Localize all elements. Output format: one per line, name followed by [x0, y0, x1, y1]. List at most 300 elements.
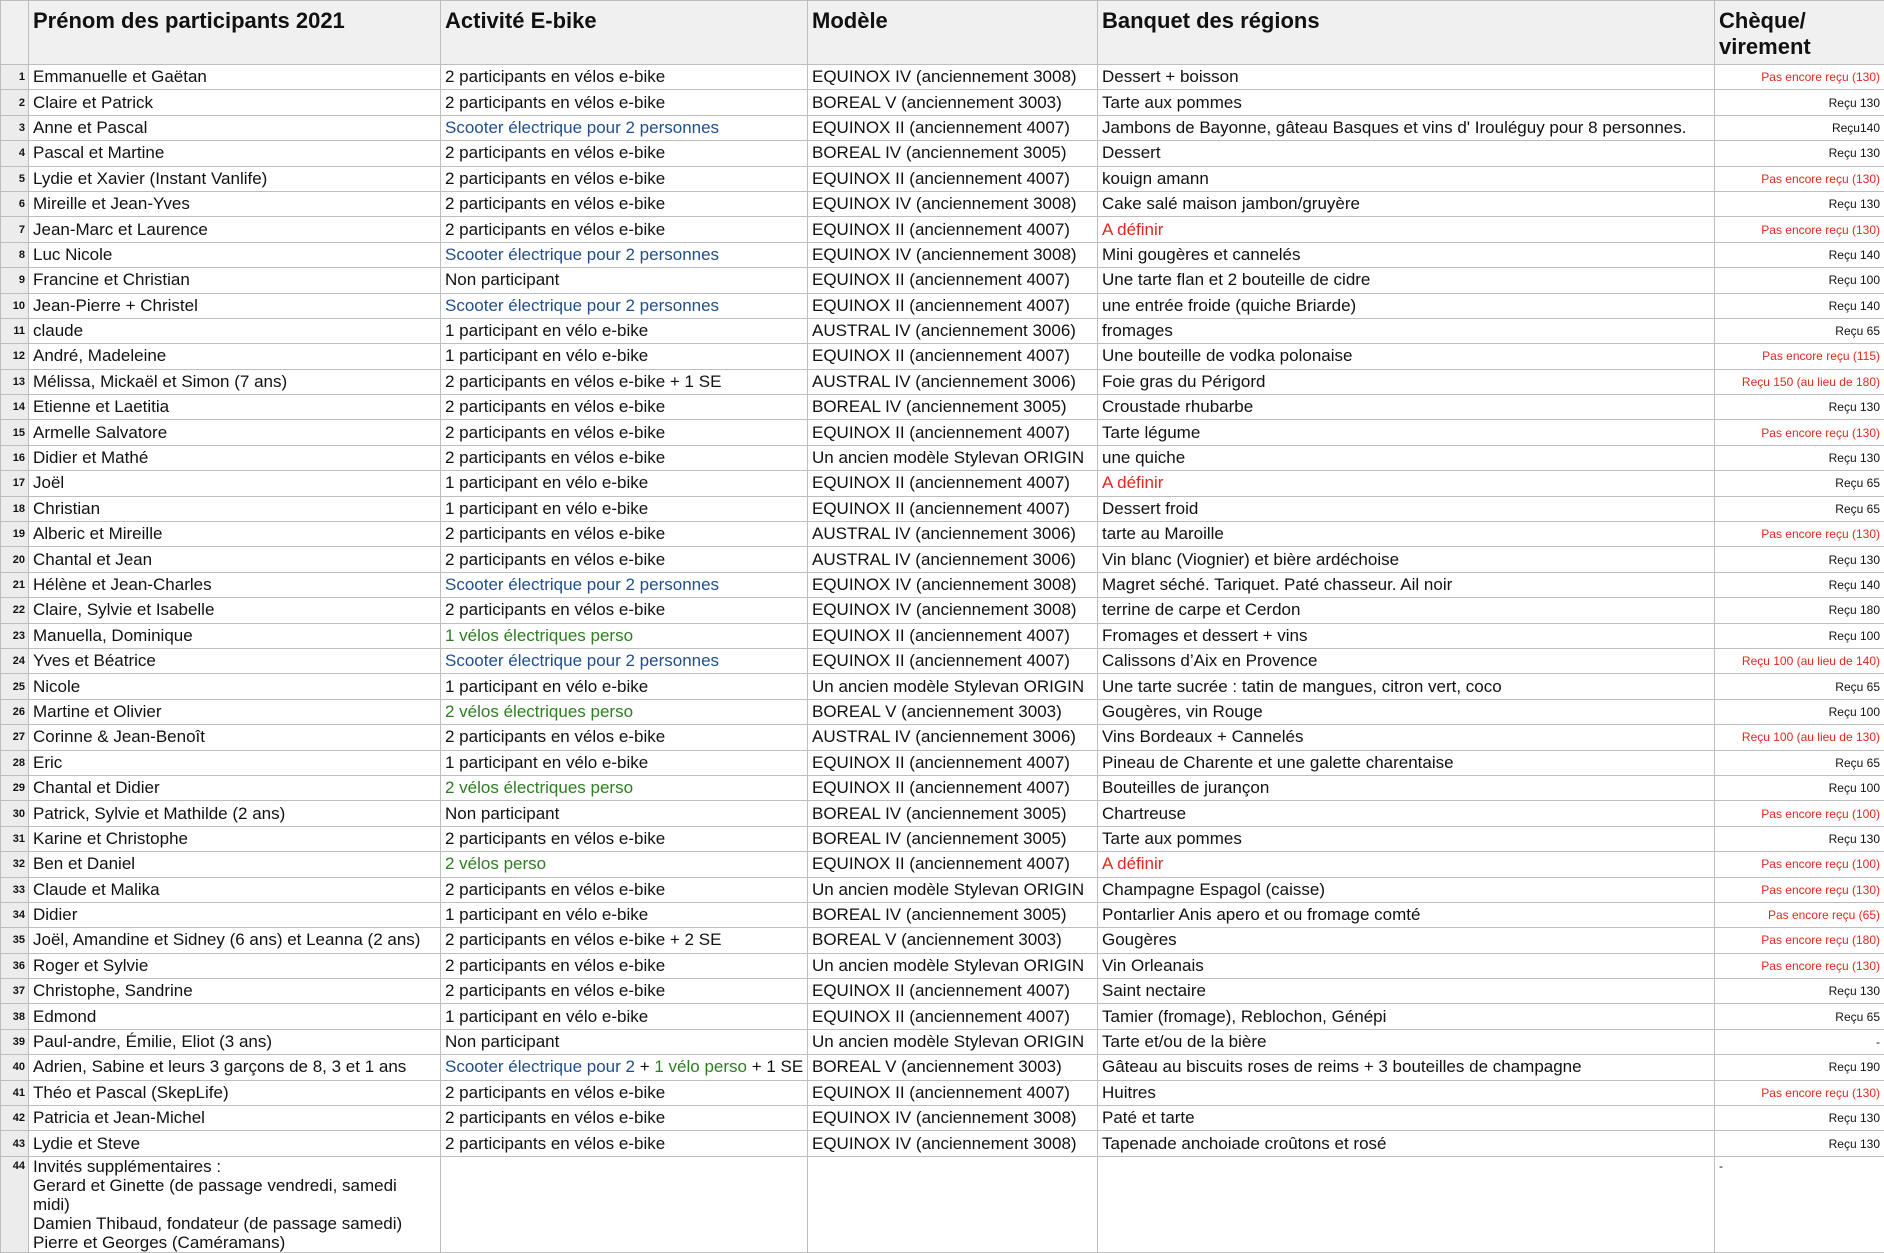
cell-paiement[interactable]: Reçu 180 [1715, 598, 1884, 623]
cell-paiement[interactable]: Pas encore reçu (130) [1715, 217, 1884, 242]
cell-prenom[interactable]: Jean-Marc et Laurence [29, 217, 441, 242]
table-row [1, 318, 1884, 343]
cell-modele[interactable]: EQUINOX II (anciennement 4007) [808, 496, 1098, 521]
cell-prenom[interactable]: Emmanuelle et Gaëtan [29, 65, 441, 90]
table-row [1, 852, 1884, 877]
cell-activite[interactable]: 1 participant en vélo e-bike [441, 496, 808, 521]
cell-modele[interactable]: EQUINOX II (anciennement 4007) [808, 344, 1098, 369]
table-row [1, 801, 1884, 826]
cell-prenom[interactable]: Didier et Mathé [29, 445, 441, 470]
cell-paiement[interactable]: Pas encore reçu (130) [1715, 953, 1884, 978]
cell-paiement[interactable]: Reçu 65 [1715, 750, 1884, 775]
cell-banquet[interactable]: Saint nectaire [1098, 979, 1715, 1004]
cell-paiement[interactable]: Pas encore reçu (65) [1715, 902, 1884, 927]
cell-banquet[interactable]: Vin blanc (Viognier) et bière ardéchoise [1098, 547, 1715, 572]
cell-paiement[interactable]: Reçu 140 [1715, 572, 1884, 597]
row-number[interactable]: 20 [1, 547, 29, 572]
cell-prenom[interactable]: Corinne & Jean-Benoît [29, 725, 441, 750]
cell-banquet[interactable]: Dessert froid [1098, 496, 1715, 521]
cell-paiement[interactable]: Reçu 140 [1715, 293, 1884, 318]
cell-modele[interactable]: EQUINOX II (anciennement 4007) [808, 268, 1098, 293]
row-number[interactable]: 44 [1, 1156, 29, 1252]
table-row [1, 572, 1884, 597]
cell-modele[interactable]: AUSTRAL IV (anciennement 3006) [808, 318, 1098, 343]
row-number[interactable]: 23 [1, 623, 29, 648]
cell-banquet[interactable]: Pontarlier Anis apero et ou fromage comté [1098, 902, 1715, 927]
cell-modele[interactable]: EQUINOX IV (anciennement 3008) [808, 191, 1098, 216]
cell-modele[interactable]: BOREAL V (anciennement 3003) [808, 1055, 1098, 1080]
cell-prenom[interactable]: Lydie et Steve [29, 1131, 441, 1156]
cell-paiement[interactable]: Reçu 100 [1715, 699, 1884, 724]
cell-modele[interactable]: BOREAL IV (anciennement 3005) [808, 395, 1098, 420]
row-number[interactable]: 5 [1, 166, 29, 191]
table-row [1, 953, 1884, 978]
cell-banquet[interactable]: Tarte aux pommes [1098, 90, 1715, 115]
table-row [1, 547, 1884, 572]
row-number[interactable]: 40 [1, 1055, 29, 1080]
cell-activite[interactable]: 2 participants en vélos e-bike [441, 395, 808, 420]
cell-modele[interactable]: BOREAL V (anciennement 3003) [808, 699, 1098, 724]
cell-banquet[interactable]: Gougères, vin Rouge [1098, 699, 1715, 724]
cell-activite[interactable]: Non participant [441, 1029, 808, 1054]
row-number[interactable]: 25 [1, 674, 29, 699]
cell-paiement[interactable]: Reçu 100 [1715, 775, 1884, 800]
row-number[interactable]: 13 [1, 369, 29, 394]
cell-modele[interactable]: EQUINOX IV (anciennement 3008) [808, 1106, 1098, 1131]
cell-activite[interactable]: 2 participants en vélos e-bike [441, 191, 808, 216]
cell-banquet[interactable]: Jambons de Bayonne, gâteau Basques et vins d' Irouléguy pour 8 personnes. [1098, 115, 1715, 140]
cell-banquet[interactable]: Calissons d’Aix en Provence [1098, 648, 1715, 673]
cell-modele[interactable]: AUSTRAL IV (anciennement 3006) [808, 522, 1098, 547]
cell-paiement[interactable]: Reçu 65 [1715, 471, 1884, 496]
table-row [1, 699, 1884, 724]
cell-activite[interactable]: 2 participants en vélos e-bike [441, 420, 808, 445]
cell-prenom[interactable]: Patricia et Jean-Michel [29, 1106, 441, 1131]
cell-modele[interactable]: EQUINOX II (anciennement 4007) [808, 979, 1098, 1004]
cell-banquet[interactable] [1098, 1156, 1715, 1252]
cell-banquet[interactable]: Une tarte sucrée : tatin de mangues, citron vert, coco [1098, 674, 1715, 699]
row-number[interactable]: 35 [1, 928, 29, 953]
cell-paiement[interactable]: Reçu 140 [1715, 242, 1884, 267]
cell-prenom[interactable]: Jean-Pierre + Christel [29, 293, 441, 318]
row-number[interactable]: 8 [1, 242, 29, 267]
row-number[interactable]: 34 [1, 902, 29, 927]
cell-paiement[interactable]: Reçu 150 (au lieu de 180) [1715, 369, 1884, 394]
cell-activite[interactable]: Non participant [441, 268, 808, 293]
cell-modele[interactable]: BOREAL V (anciennement 3003) [808, 90, 1098, 115]
cell-modele[interactable]: EQUINOX IV (anciennement 3008) [808, 242, 1098, 267]
cell-prenom[interactable]: Mireille et Jean-Yves [29, 191, 441, 216]
cell-activite[interactable]: 2 participants en vélos e-bike [441, 445, 808, 470]
cell-prenom[interactable]: Chantal et Jean [29, 547, 441, 572]
cell-banquet[interactable]: une entrée froide (quiche Briarde) [1098, 293, 1715, 318]
cell-activite[interactable]: 2 participants en vélos e-bike [441, 166, 808, 191]
row-number[interactable]: 7 [1, 217, 29, 242]
cell-banquet[interactable]: Paté et tarte [1098, 1106, 1715, 1131]
row-number[interactable]: 29 [1, 775, 29, 800]
cell-prenom[interactable] [29, 1156, 441, 1252]
corner-cell[interactable] [1, 1, 29, 65]
table-row [1, 1131, 1884, 1156]
table-row [1, 674, 1884, 699]
cell-prenom[interactable]: Manuella, Dominique [29, 623, 441, 648]
cell-modele[interactable]: Un ancien modèle Stylevan ORIGIN [808, 1029, 1098, 1054]
cell-modele[interactable]: Un ancien modèle Stylevan ORIGIN [808, 445, 1098, 470]
cell-activite[interactable]: 2 participants en vélos e-bike [441, 522, 808, 547]
cell-activite[interactable]: 2 participants en vélos e-bike [441, 826, 808, 851]
cell-activite[interactable] [441, 1055, 808, 1080]
cell-prenom[interactable]: Hélène et Jean-Charles [29, 572, 441, 597]
cell-prenom[interactable]: Claire, Sylvie et Isabelle [29, 598, 441, 623]
row-number[interactable]: 16 [1, 445, 29, 470]
cell-banquet[interactable]: Cake salé maison jambon/gruyère [1098, 191, 1715, 216]
cell-prenom[interactable]: Christophe, Sandrine [29, 979, 441, 1004]
cell-prenom[interactable]: Claude et Malika [29, 877, 441, 902]
cell-paiement[interactable]: - [1715, 1156, 1884, 1252]
cell-activite[interactable]: Scooter électrique pour 2 personnes [441, 648, 808, 673]
cell-banquet[interactable]: Chartreuse [1098, 801, 1715, 826]
cell-modele[interactable]: EQUINOX II (anciennement 4007) [808, 217, 1098, 242]
cell-prenom[interactable]: Pascal et Martine [29, 141, 441, 166]
cell-modele[interactable]: BOREAL V (anciennement 3003) [808, 928, 1098, 953]
cell-activite[interactable]: 2 participants en vélos e-bike [441, 217, 808, 242]
row-number[interactable]: 28 [1, 750, 29, 775]
cell-prenom[interactable]: Eric [29, 750, 441, 775]
table-row [1, 750, 1884, 775]
cell-banquet[interactable]: A définir [1098, 217, 1715, 242]
cell-paiement[interactable]: Reçu140 [1715, 115, 1884, 140]
cell-paiement[interactable]: Pas encore reçu (130) [1715, 65, 1884, 90]
table-row [1, 166, 1884, 191]
table-row [1, 1055, 1884, 1080]
cell-modele[interactable]: Un ancien modèle Stylevan ORIGIN [808, 953, 1098, 978]
cell-prenom[interactable]: Claire et Patrick [29, 90, 441, 115]
cell-banquet[interactable]: Vins Bordeaux + Cannelés [1098, 725, 1715, 750]
row-number[interactable]: 26 [1, 699, 29, 724]
cell-activite[interactable]: 2 participants en vélos e-bike [441, 90, 808, 115]
header-paiement[interactable]: Chèque/ virement [1715, 1, 1884, 65]
cell-modele[interactable]: EQUINOX II (anciennement 4007) [808, 166, 1098, 191]
cell-paiement[interactable]: Reçu 100 (au lieu de 130) [1715, 725, 1884, 750]
cell-activite[interactable]: 2 participants en vélos e-bike [441, 1131, 808, 1156]
table-row [1, 775, 1884, 800]
cell-paiement[interactable]: Pas encore reçu (130) [1715, 420, 1884, 445]
cell-prenom[interactable]: claude [29, 318, 441, 343]
cell-modele[interactable]: BOREAL IV (anciennement 3005) [808, 801, 1098, 826]
table-row [1, 496, 1884, 521]
row-number[interactable]: 4 [1, 141, 29, 166]
cell-modele[interactable]: BOREAL IV (anciennement 3005) [808, 902, 1098, 927]
row-number[interactable]: 27 [1, 725, 29, 750]
row-number[interactable]: 11 [1, 318, 29, 343]
cell-banquet[interactable]: Tapenade anchoiade croûtons et rosé [1098, 1131, 1715, 1156]
cell-banquet[interactable]: Une bouteille de vodka polonaise [1098, 344, 1715, 369]
cell-banquet[interactable]: Mini gougères et cannelés [1098, 242, 1715, 267]
cell-activite[interactable]: 1 participant en vélo e-bike [441, 471, 808, 496]
row-number[interactable]: 43 [1, 1131, 29, 1156]
cell-modele[interactable]: EQUINOX II (anciennement 4007) [808, 750, 1098, 775]
header-activite[interactable]: Activité E-bike [441, 1, 808, 65]
cell-prenom[interactable]: Patrick, Sylvie et Mathilde (2 ans) [29, 801, 441, 826]
cell-prenom[interactable]: Anne et Pascal [29, 115, 441, 140]
cell-paiement[interactable]: Reçu 130 [1715, 1131, 1884, 1156]
cell-modele[interactable]: EQUINOX II (anciennement 4007) [808, 1080, 1098, 1105]
cell-banquet[interactable]: terrine de carpe et Cerdon [1098, 598, 1715, 623]
cell-paiement[interactable]: Reçu 100 [1715, 623, 1884, 648]
row-number[interactable]: 12 [1, 344, 29, 369]
table-row [1, 1080, 1884, 1105]
cell-prenom[interactable]: Chantal et Didier [29, 775, 441, 800]
row-number[interactable]: 1 [1, 65, 29, 90]
row-number[interactable]: 42 [1, 1106, 29, 1131]
cell-activite[interactable]: Scooter électrique pour 2 personnes [441, 572, 808, 597]
cell-prenom[interactable]: Yves et Béatrice [29, 648, 441, 673]
table-row [1, 1156, 1884, 1252]
cell-paiement[interactable]: Reçu 130 [1715, 979, 1884, 1004]
cell-banquet[interactable]: kouign amann [1098, 166, 1715, 191]
cell-paiement[interactable]: Reçu 130 [1715, 445, 1884, 470]
cell-activite[interactable] [441, 1156, 808, 1252]
row-number[interactable]: 30 [1, 801, 29, 826]
cell-paiement[interactable]: Reçu 130 [1715, 191, 1884, 216]
cell-modele[interactable]: EQUINOX II (anciennement 4007) [808, 115, 1098, 140]
cell-activite[interactable]: 2 participants en vélos e-bike [441, 877, 808, 902]
cell-paiement[interactable]: Pas encore reçu (130) [1715, 877, 1884, 902]
cell-prenom[interactable]: Ben et Daniel [29, 852, 441, 877]
cell-paiement[interactable]: Pas encore reçu (180) [1715, 928, 1884, 953]
cell-banquet[interactable]: une quiche [1098, 445, 1715, 470]
cell-paiement[interactable]: Pas encore reçu (130) [1715, 1080, 1884, 1105]
cell-modele[interactable]: EQUINOX II (anciennement 4007) [808, 852, 1098, 877]
cell-activite[interactable]: 2 vélos électriques perso [441, 699, 808, 724]
cell-modele[interactable]: EQUINOX II (anciennement 4007) [808, 1004, 1098, 1029]
cell-paiement[interactable]: Reçu 130 [1715, 1106, 1884, 1131]
cell-modele[interactable]: EQUINOX IV (anciennement 3008) [808, 598, 1098, 623]
activite-part: + [640, 1057, 650, 1076]
cell-banquet[interactable]: Champagne Espagol (caisse) [1098, 877, 1715, 902]
cell-modele[interactable]: EQUINOX II (anciennement 4007) [808, 775, 1098, 800]
header-prenom[interactable]: Prénom des participants 2021 [29, 1, 441, 65]
cell-prenom[interactable]: Martine et Olivier [29, 699, 441, 724]
cell-activite[interactable]: 1 participant en vélo e-bike [441, 902, 808, 927]
row-number[interactable]: 18 [1, 496, 29, 521]
cell-activite[interactable]: 1 participant en vélo e-bike [441, 1004, 808, 1029]
cell-modele[interactable]: AUSTRAL IV (anciennement 3006) [808, 547, 1098, 572]
cell-modele[interactable]: EQUINOX II (anciennement 4007) [808, 420, 1098, 445]
header-banquet[interactable]: Banquet des régions [1098, 1, 1715, 65]
cell-activite[interactable]: 1 participant en vélo e-bike [441, 674, 808, 699]
cell-banquet[interactable]: tarte au Maroille [1098, 522, 1715, 547]
cell-paiement[interactable]: Reçu 100 [1715, 268, 1884, 293]
cell-activite[interactable]: 1 vélos électriques perso [441, 623, 808, 648]
cell-banquet[interactable]: Tarte aux pommes [1098, 826, 1715, 851]
cell-modele[interactable]: AUSTRAL IV (anciennement 3006) [808, 725, 1098, 750]
cell-banquet[interactable]: Magret séché. Tariquet. Paté chasseur. Ail noir [1098, 572, 1715, 597]
cell-activite[interactable]: 2 participants en vélos e-bike [441, 1080, 808, 1105]
cell-paiement[interactable]: Reçu 65 [1715, 1004, 1884, 1029]
cell-modele[interactable]: EQUINOX II (anciennement 4007) [808, 293, 1098, 318]
row-number[interactable]: 37 [1, 979, 29, 1004]
table-row [1, 115, 1884, 140]
cell-paiement[interactable]: Reçu 130 [1715, 141, 1884, 166]
cell-banquet[interactable]: Croustade rhubarbe [1098, 395, 1715, 420]
cell-activite[interactable]: 2 participants en vélos e-bike [441, 1106, 808, 1131]
row-number[interactable]: 10 [1, 293, 29, 318]
cell-banquet[interactable]: A définir [1098, 852, 1715, 877]
row-number[interactable]: 33 [1, 877, 29, 902]
header-modele[interactable]: Modèle [808, 1, 1098, 65]
cell-prenom[interactable]: Paul-andre, Émilie, Eliot (3 ans) [29, 1029, 441, 1054]
row-number[interactable]: 6 [1, 191, 29, 216]
cell-banquet[interactable]: Pineau de Charente et une galette charentaise [1098, 750, 1715, 775]
cell-prenom[interactable]: Karine et Christophe [29, 826, 441, 851]
cell-banquet[interactable]: Tarte légume [1098, 420, 1715, 445]
row-number[interactable]: 3 [1, 115, 29, 140]
cell-paiement[interactable]: Reçu 65 [1715, 674, 1884, 699]
row-number[interactable]: 36 [1, 953, 29, 978]
row-number[interactable]: 39 [1, 1029, 29, 1054]
cell-banquet[interactable]: Foie gras du Périgord [1098, 369, 1715, 394]
cell-banquet[interactable]: Tarte et/ou de la bière [1098, 1029, 1715, 1054]
cell-prenom[interactable]: Armelle Salvatore [29, 420, 441, 445]
cell-activite[interactable]: 2 participants en vélos e-bike + 1 SE [441, 369, 808, 394]
cell-modele[interactable]: EQUINOX IV (anciennement 3008) [808, 572, 1098, 597]
table-row [1, 623, 1884, 648]
cell-paiement[interactable]: Pas encore reçu (130) [1715, 166, 1884, 191]
cell-prenom[interactable]: Nicole [29, 674, 441, 699]
table-row [1, 65, 1884, 90]
cell-prenom[interactable]: Christian [29, 496, 441, 521]
cell-activite[interactable]: 1 participant en vélo e-bike [441, 750, 808, 775]
cell-paiement[interactable]: Pas encore reçu (115) [1715, 344, 1884, 369]
cell-activite[interactable]: Scooter électrique pour 2 personnes [441, 115, 808, 140]
cell-modele[interactable]: EQUINOX II (anciennement 4007) [808, 623, 1098, 648]
row-number[interactable]: 17 [1, 471, 29, 496]
row-number[interactable]: 22 [1, 598, 29, 623]
cell-prenom[interactable]: Joël [29, 471, 441, 496]
guest-line: Damien Thibaud, fondateur (de passage samedi) [33, 1214, 436, 1233]
row-number[interactable]: 9 [1, 268, 29, 293]
table-row [1, 1106, 1884, 1131]
cell-modele[interactable]: Un ancien modèle Stylevan ORIGIN [808, 877, 1098, 902]
cell-banquet[interactable]: Gougères [1098, 928, 1715, 953]
cell-paiement[interactable]: Reçu 65 [1715, 318, 1884, 343]
cell-banquet[interactable]: A définir [1098, 471, 1715, 496]
cell-prenom[interactable]: Etienne et Laetitia [29, 395, 441, 420]
cell-modele[interactable]: EQUINOX IV (anciennement 3008) [808, 1131, 1098, 1156]
table-row [1, 826, 1884, 851]
cell-activite[interactable]: 2 participants en vélos e-bike [441, 953, 808, 978]
cell-paiement[interactable]: Reçu 130 [1715, 826, 1884, 851]
row-number[interactable]: 32 [1, 852, 29, 877]
cell-activite[interactable]: 2 participants en vélos e-bike [441, 141, 808, 166]
cell-prenom[interactable]: André, Madeleine [29, 344, 441, 369]
table-row [1, 598, 1884, 623]
cell-prenom[interactable]: Luc Nicole [29, 242, 441, 267]
cell-paiement[interactable]: Reçu 100 (au lieu de 140) [1715, 648, 1884, 673]
cell-activite[interactable]: 1 participant en vélo e-bike [441, 318, 808, 343]
cell-modele[interactable] [808, 1156, 1098, 1252]
cell-paiement[interactable]: Reçu 130 [1715, 547, 1884, 572]
cell-activite[interactable]: Scooter électrique pour 2 personnes [441, 293, 808, 318]
cell-prenom[interactable]: Edmond [29, 1004, 441, 1029]
cell-activite[interactable]: Non participant [441, 801, 808, 826]
row-number[interactable]: 21 [1, 572, 29, 597]
row-number[interactable]: 31 [1, 826, 29, 851]
cell-paiement[interactable]: Pas encore reçu (100) [1715, 852, 1884, 877]
cell-paiement[interactable]: Reçu 65 [1715, 496, 1884, 521]
cell-banquet[interactable]: Fromages et dessert + vins [1098, 623, 1715, 648]
cell-prenom[interactable]: Didier [29, 902, 441, 927]
row-number[interactable]: 14 [1, 395, 29, 420]
cell-banquet[interactable]: Gâteau au biscuits roses de reims + 3 bouteilles de champagne [1098, 1055, 1715, 1080]
cell-paiement[interactable]: Pas encore reçu (100) [1715, 801, 1884, 826]
cell-prenom[interactable]: Adrien, Sabine et leurs 3 garçons de 8, 3 et 1 ans [29, 1055, 441, 1080]
cell-banquet[interactable]: fromages [1098, 318, 1715, 343]
cell-modele[interactable]: EQUINOX II (anciennement 4007) [808, 648, 1098, 673]
table-row [1, 471, 1884, 496]
cell-activite[interactable]: Scooter électrique pour 2 personnes [441, 242, 808, 267]
cell-activite[interactable]: 2 participants en vélos e-bike + 2 SE [441, 928, 808, 953]
cell-banquet[interactable]: Dessert [1098, 141, 1715, 166]
cell-modele[interactable]: Un ancien modèle Stylevan ORIGIN [808, 674, 1098, 699]
cell-activite[interactable]: 2 participants en vélos e-bike [441, 65, 808, 90]
activite-part: + 1 SE [752, 1057, 804, 1076]
cell-prenom[interactable]: Lydie et Xavier (Instant Vanlife) [29, 166, 441, 191]
cell-paiement[interactable]: Reçu 130 [1715, 395, 1884, 420]
cell-paiement[interactable]: Reçu 190 [1715, 1055, 1884, 1080]
cell-prenom[interactable]: Roger et Sylvie [29, 953, 441, 978]
table-row [1, 1004, 1884, 1029]
cell-modele[interactable]: EQUINOX II (anciennement 4007) [808, 471, 1098, 496]
table-body [1, 65, 1884, 1253]
cell-activite[interactable]: 2 participants en vélos e-bike [441, 725, 808, 750]
cell-prenom[interactable]: Théo et Pascal (SkepLife) [29, 1080, 441, 1105]
cell-prenom[interactable]: Alberic et Mireille [29, 522, 441, 547]
cell-activite[interactable]: 2 vélos électriques perso [441, 775, 808, 800]
row-number[interactable]: 2 [1, 90, 29, 115]
cell-paiement[interactable]: Pas encore reçu (130) [1715, 522, 1884, 547]
row-number[interactable]: 41 [1, 1080, 29, 1105]
cell-paiement[interactable]: Reçu 130 [1715, 90, 1884, 115]
cell-prenom[interactable]: Francine et Christian [29, 268, 441, 293]
cell-activite[interactable]: 2 participants en vélos e-bike [441, 979, 808, 1004]
cell-banquet[interactable]: Bouteilles de jurançon [1098, 775, 1715, 800]
cell-activite[interactable]: 2 participants en vélos e-bike [441, 547, 808, 572]
cell-banquet[interactable]: Une tarte flan et 2 bouteille de cidre [1098, 268, 1715, 293]
table-row [1, 420, 1884, 445]
cell-modele[interactable]: AUSTRAL IV (anciennement 3006) [808, 369, 1098, 394]
cell-activite[interactable]: 2 vélos perso [441, 852, 808, 877]
cell-prenom[interactable]: Mélissa, Mickaël et Simon (7 ans) [29, 369, 441, 394]
cell-activite[interactable]: 2 participants en vélos e-bike [441, 598, 808, 623]
row-number[interactable]: 15 [1, 420, 29, 445]
cell-banquet[interactable]: Vin Orleanais [1098, 953, 1715, 978]
row-number[interactable]: 38 [1, 1004, 29, 1029]
cell-paiement[interactable]: - [1715, 1029, 1884, 1054]
row-number[interactable]: 24 [1, 648, 29, 673]
cell-modele[interactable]: EQUINOX IV (anciennement 3008) [808, 65, 1098, 90]
table-row [1, 877, 1884, 902]
cell-modele[interactable]: BOREAL IV (anciennement 3005) [808, 826, 1098, 851]
cell-modele[interactable]: BOREAL IV (anciennement 3005) [808, 141, 1098, 166]
cell-banquet[interactable]: Tamier (fromage), Reblochon, Génépi [1098, 1004, 1715, 1029]
cell-banquet[interactable]: Huitres [1098, 1080, 1715, 1105]
cell-activite[interactable]: 1 participant en vélo e-bike [441, 344, 808, 369]
cell-banquet[interactable]: Dessert + boisson [1098, 65, 1715, 90]
cell-prenom[interactable]: Joël, Amandine et Sidney (6 ans) et Leanna (2 ans) [29, 928, 441, 953]
row-number[interactable]: 19 [1, 522, 29, 547]
